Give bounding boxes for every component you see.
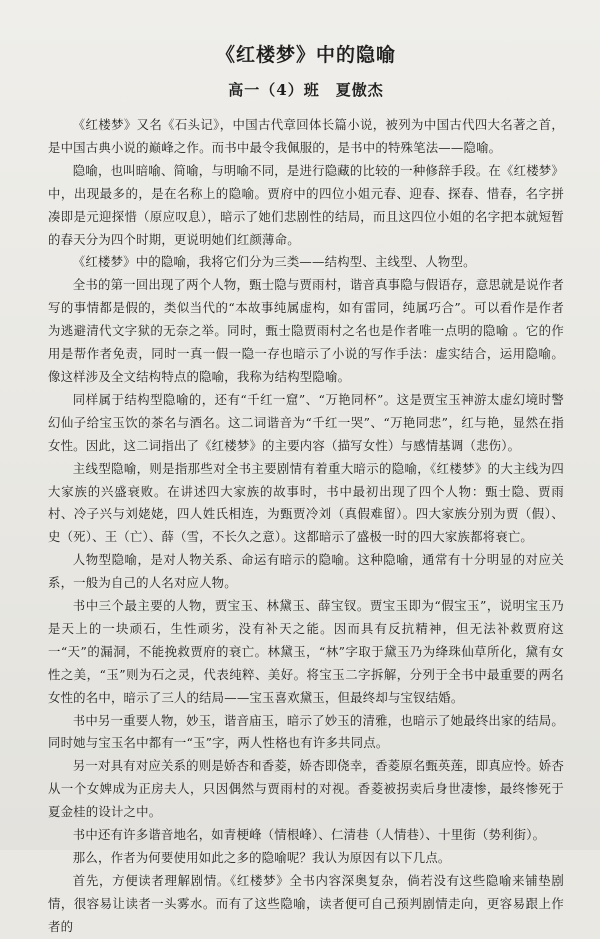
essay-author: 高一（4）班 夏傲杰 [228,81,384,99]
paragraph: 人物型隐喻，是对人物关系、命运有暗示的隐喻。这种隐喻，通常有十分明显的对应关系，一般为自己的人名对应人物。 [48,552,564,591]
paragraph: 书中另一重要人物，妙玉，谐音庙玉，暗示了妙玉的清雅，也暗示了她最终出家的结局。同时她与宝玉名中都有一“玉”字，两人性格也有许多共同点。 [48,712,564,751]
paragraph: 全书的第一回出现了两个人物，甄士隐与贾雨村，谐音真事隐与假语存，意思就是说作者写的事情都是假的，类似当代的“本故事纯属虚构，如有雷同，纯属巧合”。可以看作是作者为逃避清代文字狱的无奈之举。同时，甄士隐贾雨村之名也是作者唯一点明的隐喻 。它的作用是帮作者免责，同时一真一假一隐一存也暗示了小说的写作手法：虚实结合，运用隐喻。像这样涉及全文结构特点的隐喻，我称为结构型隐喻。 [48,277,564,384]
paragraph: 隐喻，也叫暗喻、简喻，与明喻不同，是进行隐藏的比较的一种修辞手段。在《红楼梦》中，出现最多的，是在名称上的隐喻。贾府中的四位小姐元春、迎春、探春、惜春，名字拼凑即是元迎探惜（原应叹息），暗示了她们悲剧性的结局，而且这四位小姐的名字把本就短暂的春天分为四个时期，更说明她们红颜薄命。 [48,162,564,247]
paragraph: 主线型隐喻，则是指那些对全书主要剧情有着重大暗示的隐喻，《红楼梦》的大主线为四大家族的兴盛衰败。在讲述四大家族的故事时，书中最初出现了四个人物：甄士隐、贾雨村、冷子兴与刘姥姥，四人姓氏相连，为甄贾冷刘（真假难留）。四大家族分别为贾（假）、史（死）、王（亡）、薛（雪，不长久之意）。这都暗示了盛极一时的四大家族都将衰亡。 [48,460,564,545]
paragraph: 《红楼梦》又名《石头记》，中国古代章回体长篇小说，被列为中国古代四大名著之首，是中国古典小说的巅峰之作。而书中最令我佩服的，是书中的特殊笔法——隐喻。 [48,117,564,155]
paragraph: 同样属于结构型隐喻的，还有“千红一窟”、“万艳同杯”。这是贾宝玉神游太虚幻境时警幻仙子给宝玉饮的茶名与酒名。这二词谐音为“千红一哭”、“万艳同悲”，红与艳，显然在指女性。因此，这二词指出了《红楼梦》的主要内容（描写女性）与感情基调（悲伤）。 [48,391,564,453]
paragraph: 《红楼梦》中的隐喻，我将它们分为三类——结构型、主线型、人物型。 [72,254,476,270]
paragraph: 书中还有许多谐音地名，如青梗峰（情根峰）、仁清巷（人情巷）、十里街（势利街）。 [72,827,546,843]
essay-body [48,114,564,939]
paragraph: 首先，方便读者理解剧情。《红楼梦》全书内容深奥复杂，倘若没有这些隐喻来铺垫剧情，很容易让读者一头雾水。而有了这些隐喻，读者便可自己预判剧情走向，更容易跟上作者的 [48,872,564,934]
essay-title: 《红楼梦》中的隐喻 [215,44,396,66]
paragraph: 另一对具有对应关系的则是娇杏和香菱，娇杏即侥幸，香菱原名甄英莲，即真应怜。娇杏从一个女婢成为正房夫人，只因偶然与贾雨村的对视。香菱被拐卖后身世凄惨，最终惨死于夏金桂的设计之中。 [48,758,564,820]
paragraph: 书中三个最主要的人物，贾宝玉、林黛玉、薛宝钗。贾宝玉即为“假宝玉”，说明宝玉乃是天上的一块顽石，生性顽劣，没有补天之能。因而具有反抗精神，但无法补救贾府这一“天”的漏洞，不能挽救贾府的衰亡。林黛玉，“林”字取于黛玉乃为绛珠仙草所化，黛有女性之美，“玉”则为石之灵，代表纯粹、美好。将宝玉二字拆解，分列于全书中最重要的两名女性的名中，暗示了三人的结局——宝玉喜欢黛玉，但最终却与宝钗结婚。 [48,598,564,705]
paragraph: 那么，作者为何要使用如此之多的隐喻呢？我认为原因有以下几点。 [72,850,451,865]
